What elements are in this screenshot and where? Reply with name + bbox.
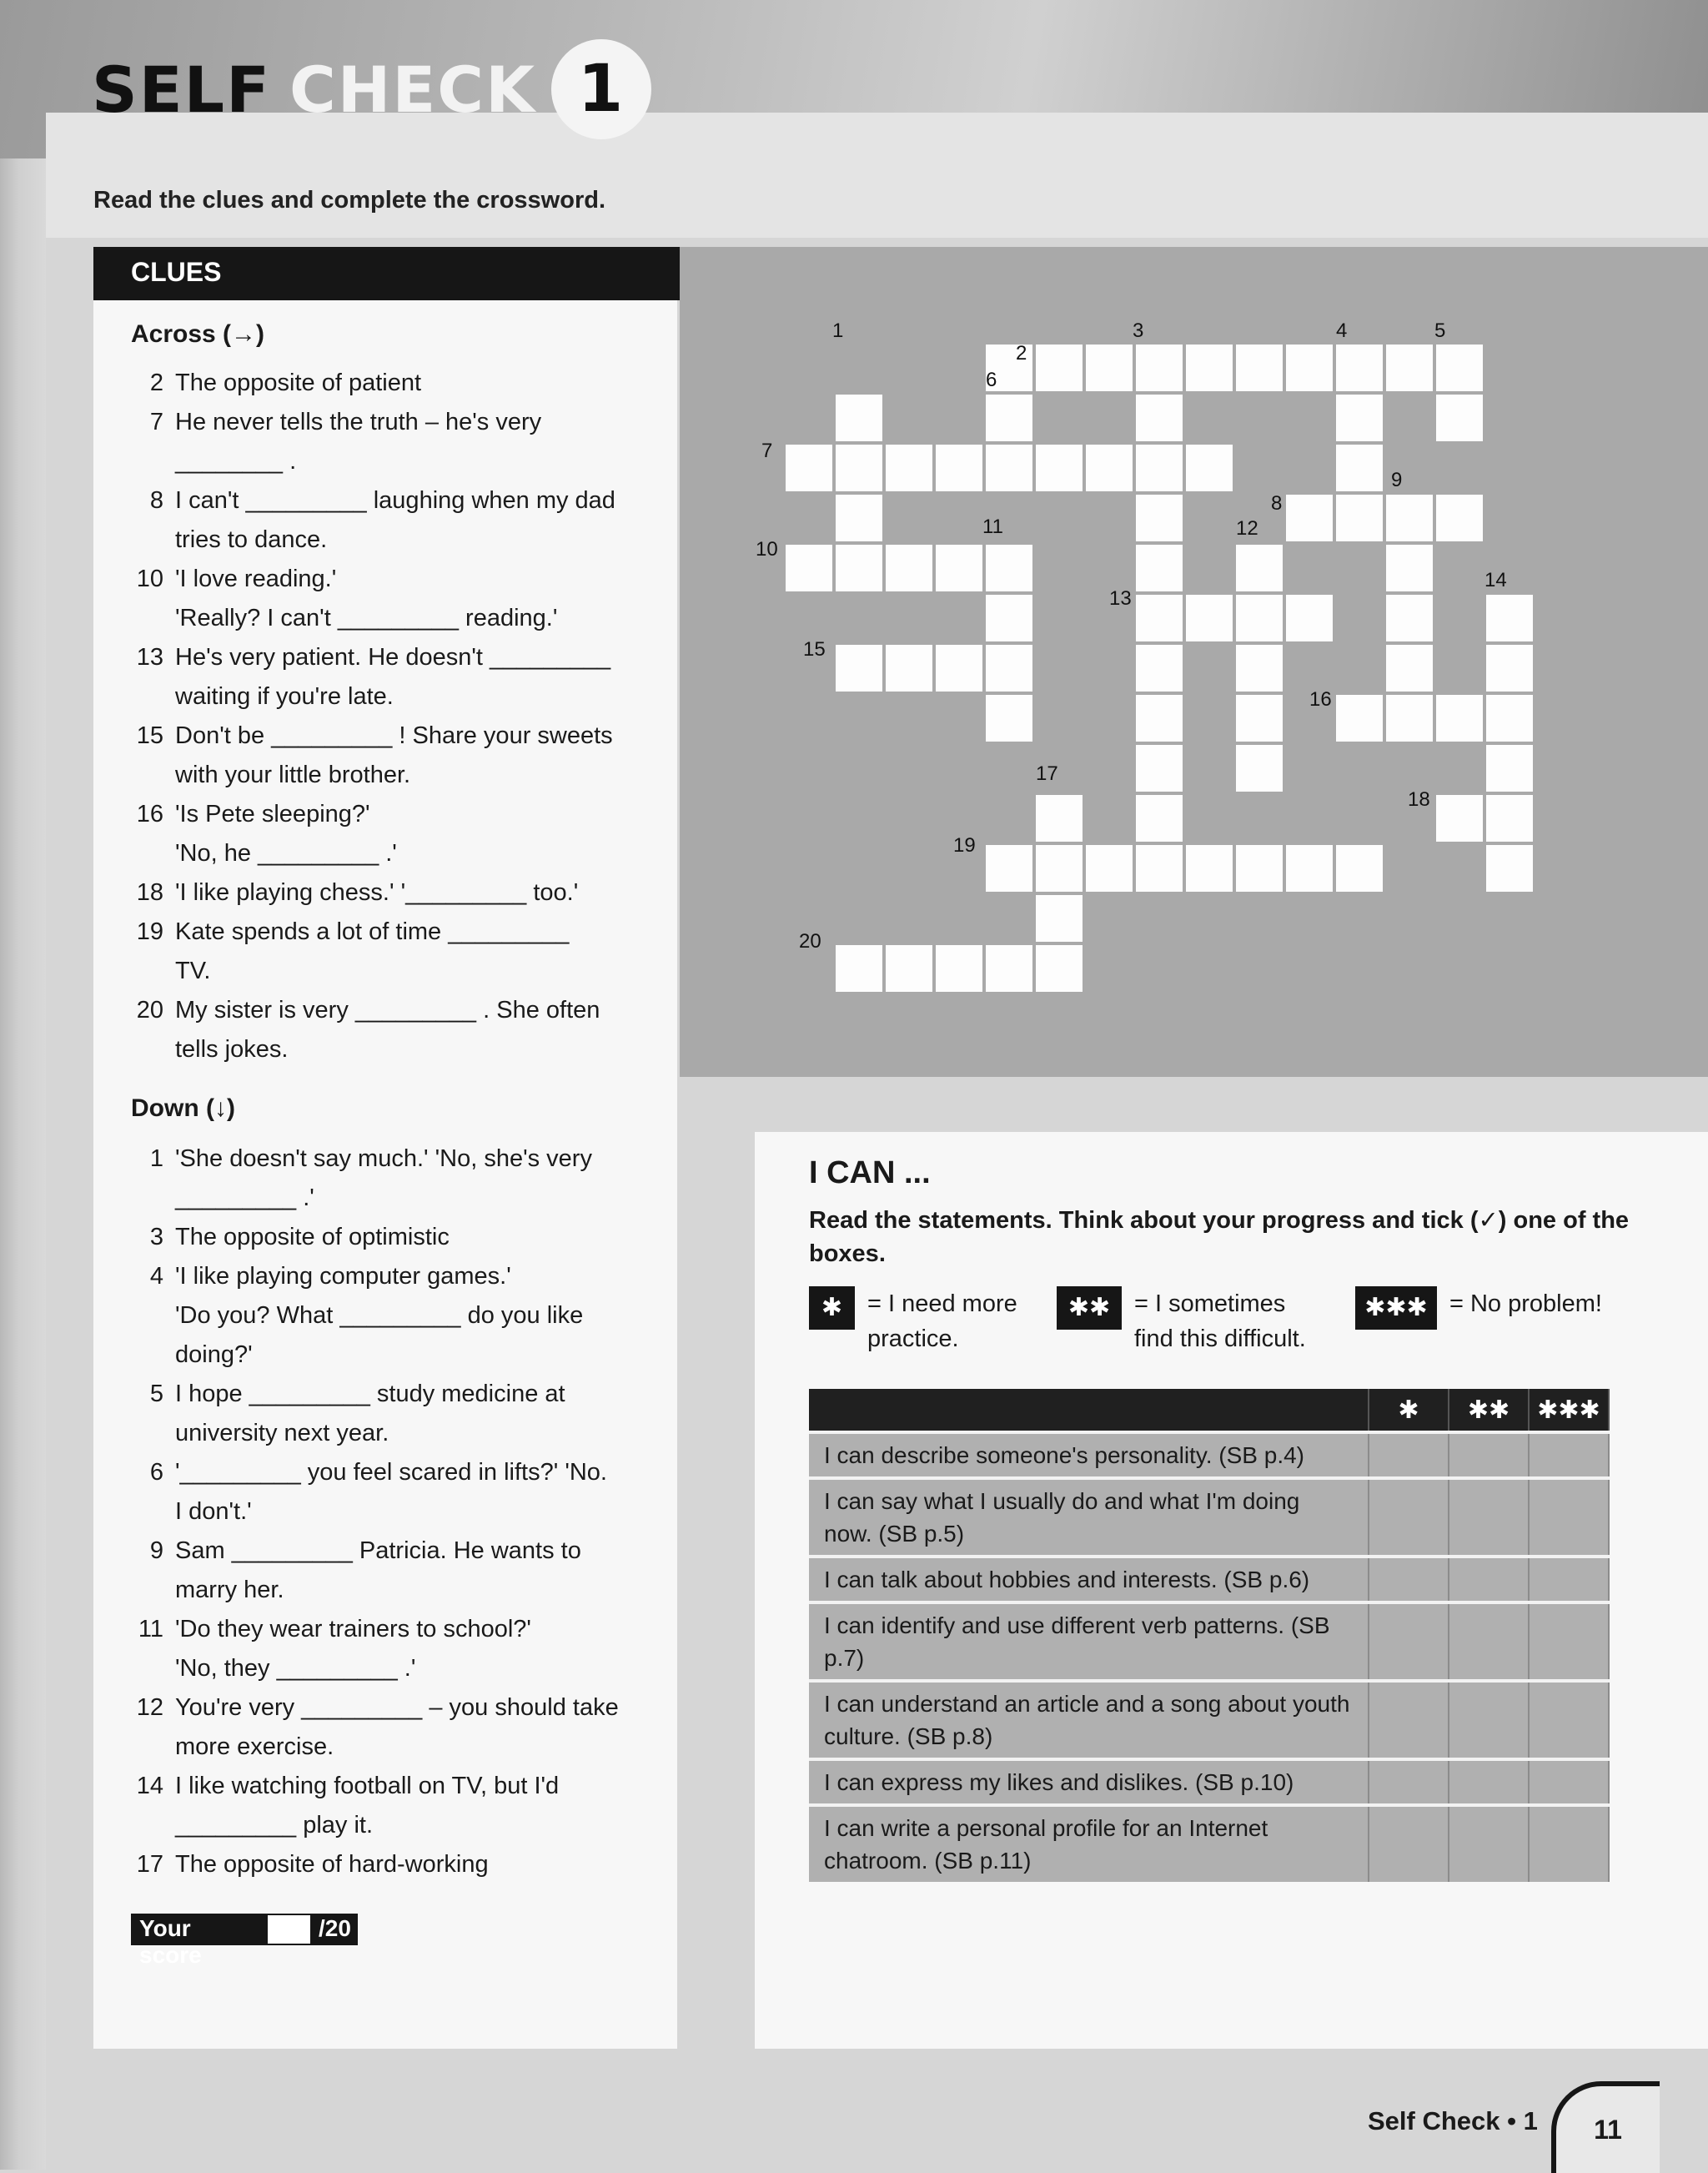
crossword-cell[interactable] [1136,495,1183,541]
tick-box-three-star[interactable] [1529,1759,1609,1805]
statement-text: I can describe someone's personality. (SB p.4) [809,1432,1369,1478]
clue-number: 13 [136,644,163,671]
clue-text: 'I love reading.' 'Really? I can't _________ reading.' [175,566,558,631]
crossword-cell[interactable] [1186,845,1233,892]
key-one-star-text: = I need more practice. [867,1290,1017,1352]
crossword-cell[interactable] [886,545,932,591]
clue-text: Kate spends a lot of time _________ TV. [175,918,570,984]
clue-text: My sister is very _________ . She often tells jokes. [175,997,600,1063]
progress-row [809,1432,1609,1478]
crossword-cell[interactable] [1486,595,1533,641]
two-star-icon: ✱✱ [1057,1286,1122,1330]
across-clue-20 [136,991,676,1069]
clue-number: 12 [136,1694,163,1721]
crossword-cell[interactable] [1136,845,1183,892]
crossword-number: 18 [1408,788,1430,811]
crossword-number: 4 [1336,319,1348,342]
crossword-number: 3 [1133,319,1144,342]
crossword-cell[interactable] [836,545,882,591]
one-star-icon: ✱ [809,1286,855,1330]
crossword-cell[interactable] [986,595,1032,641]
crossword-cell[interactable] [1436,695,1483,742]
progress-header-row [809,1389,1609,1432]
across-clue-7 [149,403,676,481]
crossword-cell[interactable] [886,945,932,992]
crossword-cell[interactable] [1236,345,1283,391]
tick-box-three-star[interactable] [1529,1602,1609,1681]
tick-box-two-star[interactable] [1449,1478,1529,1557]
crossword-cell[interactable] [1236,745,1283,792]
down-clue-9 [149,1532,676,1610]
clue-text: 'I like playing chess.' '_________ too.' [175,879,579,906]
crossword-cell[interactable] [1236,595,1283,641]
crossword-cell[interactable] [936,445,982,491]
tick-box-one-star[interactable] [1369,1478,1449,1557]
progress-table [809,1389,1610,1882]
progress-row [809,1557,1609,1602]
crossword-cell[interactable] [986,945,1032,992]
tick-box-two-star[interactable] [1449,1805,1529,1882]
crossword-number: 5 [1434,319,1446,342]
i-can-title: I CAN ... [809,1155,931,1190]
three-star-icon: ✱✱✱ [1355,1286,1437,1330]
clues-heading: CLUES [93,247,682,300]
progress-row [809,1805,1609,1882]
clue-text: 'Do they wear trainers to school?' 'No, they _________ .' [175,1616,531,1682]
crossword-number: 13 [1109,587,1132,610]
crossword-cell[interactable] [1236,695,1283,742]
clue-text: '_________ you feel scared in lifts?' 'No. I don't.' [175,1459,607,1525]
crossword-cell[interactable] [1136,345,1183,391]
clue-number: 9 [149,1537,163,1564]
crossword-cell[interactable] [1136,795,1183,842]
tick-box-three-star[interactable] [1529,1478,1609,1557]
crossword-number: 10 [756,538,778,561]
crossword-cell[interactable] [786,445,832,491]
across-clue-19 [136,913,676,991]
tick-box-one-star[interactable] [1369,1805,1449,1882]
header-one-star: ✱ [1369,1389,1449,1432]
crossword-cell[interactable] [1186,595,1233,641]
crossword-cell[interactable] [1086,445,1133,491]
crossword-cell[interactable] [936,545,982,591]
crossword-cell[interactable] [936,945,982,992]
crossword-cell[interactable] [1136,745,1183,792]
tick-box-two-star[interactable] [1449,1681,1529,1759]
crossword-number: 11 [982,516,1003,538]
crossword-cell[interactable] [1036,345,1083,391]
down-clue-5 [149,1375,676,1453]
clue-number: 5 [149,1381,163,1407]
crossword-number: 2 [1016,342,1027,365]
down-clue-14 [136,1767,676,1845]
crossword-cell[interactable] [836,945,882,992]
clue-number: 7 [149,409,163,435]
across-clue-2 [149,364,676,403]
crossword-cell[interactable] [1486,645,1533,692]
crossword-cell[interactable] [1336,345,1383,391]
crossword-number: 17 [1036,762,1058,785]
crossword-cell[interactable] [1036,795,1083,842]
crossword-cell[interactable] [836,645,882,692]
crossword-cell[interactable] [986,695,1032,742]
crossword-cell[interactable] [1036,845,1083,892]
across-clue-8 [149,481,676,560]
crossword-cell[interactable] [1236,545,1283,591]
score-total: /20 [312,1914,358,1945]
crossword-cell[interactable] [1486,845,1533,892]
clue-number: 6 [149,1459,163,1486]
crossword-cell[interactable] [1386,545,1433,591]
key-two-star-text: = I sometimes find this difficult. [1134,1290,1306,1352]
tick-box-one-star[interactable] [1369,1602,1449,1681]
crossword-cell[interactable] [1286,495,1333,541]
clue-text: The opposite of patient [175,370,422,396]
clue-number: 11 [138,1616,163,1642]
crossword-cell[interactable] [986,845,1032,892]
crossword-number: 15 [803,638,826,661]
clue-text: 'She doesn't say much.' 'No, she's very _________ .' [175,1145,592,1211]
across-heading: Across (→) [131,320,265,348]
crossword-cell[interactable] [836,495,882,541]
clue-number: 14 [136,1773,163,1799]
crossword-cell[interactable] [1086,345,1133,391]
clue-number: 19 [136,918,163,945]
crossword-cell[interactable] [1136,645,1183,692]
crossword-cell[interactable] [1336,445,1383,491]
crossword-cell[interactable] [1436,795,1483,842]
crossword-cell[interactable] [786,545,832,591]
crossword-cell[interactable] [1136,595,1183,641]
instruction-text: Read the clues and complete the crossword. [93,187,605,214]
clue-number: 16 [136,801,163,827]
statement-text: I can talk about hobbies and interests. (SB p.6) [809,1557,1369,1602]
key-three-star-text: = No problem! [1449,1290,1602,1317]
tick-box-two-star[interactable] [1449,1602,1529,1681]
tick-box-two-star[interactable] [1449,1557,1529,1602]
crossword-number: 19 [953,834,976,857]
crossword-number: 9 [1391,469,1403,491]
i-can-instruction: Read the statements. Think about your progress and tick (✓) one of the boxes. [809,1207,1630,1267]
clue-text: The opposite of hard-working [175,1851,489,1878]
progress-row [809,1681,1609,1759]
down-clue-11 [138,1610,676,1688]
clue-text: The opposite of optimistic [175,1224,450,1250]
crossword-cell[interactable] [1336,495,1383,541]
crossword-cell[interactable] [1286,345,1333,391]
crossword-cell[interactable] [1186,345,1233,391]
tick-box-one-star[interactable] [1369,1759,1449,1805]
tick-box-one-star[interactable] [1369,1557,1449,1602]
clue-number: 15 [136,722,163,749]
crossword-cell[interactable] [886,445,932,491]
clue-text: Don't be _________ ! Share your sweets with your little brother. [175,722,613,788]
crossword-cell[interactable] [986,645,1032,692]
clue-number: 1 [149,1145,163,1172]
crossword-cell[interactable] [1386,595,1433,641]
tick-box-two-star[interactable] [1449,1759,1529,1805]
clue-number: 8 [149,487,163,514]
title-part2: CHECK [289,52,536,127]
statement-text: I can express my likes and dislikes. (SB p.10) [809,1759,1369,1805]
page-number: 11 [1551,2081,1660,2173]
tick-box-one-star[interactable] [1369,1432,1449,1478]
key-three-star [1355,1286,1602,1330]
clue-number: 10 [136,566,163,592]
crossword-cell[interactable] [986,395,1032,441]
crossword-cell[interactable] [1386,695,1433,742]
across-clue-13 [136,638,676,717]
title-number-badge: 1 [551,39,651,139]
clue-number: 4 [149,1263,163,1290]
progress-row [809,1759,1609,1805]
crossword-number: 12 [1236,517,1258,540]
page-title [92,43,651,135]
crossword-cell[interactable] [1136,445,1183,491]
title-part1: SELF [92,52,271,127]
crossword-cell[interactable] [1086,845,1133,892]
crossword-cell[interactable] [1336,845,1383,892]
clue-number: 20 [136,997,163,1024]
crossword-cell[interactable] [1036,945,1083,992]
tick-box-three-star[interactable] [1529,1557,1609,1602]
crossword-cell[interactable] [1186,445,1233,491]
crossword-cell[interactable] [986,445,1032,491]
crossword-cell[interactable] [1486,745,1533,792]
down-heading: Down (↓) [131,1094,235,1122]
crossword-cell[interactable] [1136,395,1183,441]
clue-text: 'I like playing computer games.' 'Do you? What _________ do you like doing?' [175,1263,584,1368]
key-two-star [1057,1286,1306,1356]
crossword-number: 8 [1271,492,1283,515]
clue-number: 3 [149,1224,163,1250]
clue-number: 17 [136,1851,163,1878]
down-clue-6 [149,1453,676,1532]
clue-number: 2 [149,370,163,396]
clue-text: 'Is Pete sleeping?' 'No, he _________ .' [175,801,397,867]
crossword-cell[interactable] [986,545,1032,591]
crossword-number: 20 [799,930,821,953]
crossword-cell[interactable] [1486,695,1533,742]
progress-row [809,1602,1609,1681]
across-clue-18 [136,873,676,913]
down-clue-17 [136,1845,676,1884]
crossword-number: 7 [761,440,773,462]
statement-text: I can say what I usually do and what I'm doing now. (SB p.5) [809,1478,1369,1557]
crossword-cell[interactable] [1436,495,1483,541]
crossword-cell[interactable] [1286,845,1333,892]
across-clue-16 [136,795,676,873]
crossword-number: 6 [986,369,997,391]
tick-box-three-star[interactable] [1529,1432,1609,1478]
crossword-cell[interactable] [1236,645,1283,692]
crossword-number: 1 [832,319,844,342]
score-input[interactable] [266,1914,312,1945]
statement-text: I can understand an article and a song about youth culture. (SB p.8) [809,1681,1369,1759]
crossword-cell[interactable] [1386,645,1433,692]
across-clue-10 [136,560,676,638]
statement-text: I can identify and use different verb patterns. (SB p.7) [809,1602,1369,1681]
header-three-star: ✱✱✱ [1529,1389,1609,1432]
i-can-panel [755,1132,1708,2049]
header-statement [809,1389,1369,1432]
crossword-cell[interactable] [1136,545,1183,591]
crossword-cell[interactable] [1386,495,1433,541]
crossword-cell[interactable] [1436,345,1483,391]
crossword-cell[interactable] [886,645,932,692]
clue-text: He never tells the truth – he's very ________ . [175,409,542,475]
crossword-cell[interactable] [1336,695,1383,742]
score-label: Your score [131,1914,266,1945]
crossword-cell[interactable] [1036,895,1083,942]
crossword-cell[interactable] [1286,595,1333,641]
crossword-cell[interactable] [1036,445,1083,491]
tick-box-three-star[interactable] [1529,1681,1609,1759]
clue-text: You're very _________ – you should take more exercise. [175,1694,619,1760]
crossword-number: 14 [1484,569,1507,591]
tick-box-one-star[interactable] [1369,1681,1449,1759]
footer-label: Self Check • 1 [1368,2106,1538,2135]
tick-box-two-star[interactable] [1449,1432,1529,1478]
clues-panel [93,247,677,2049]
clue-text: I can't _________ laughing when my dad tries to dance. [175,487,615,553]
tick-box-three-star[interactable] [1529,1805,1609,1882]
crossword-number: 16 [1309,688,1332,711]
crossword-cell[interactable] [936,645,982,692]
crossword-cell[interactable] [836,445,882,491]
crossword-cell[interactable] [1336,395,1383,441]
progress-row [809,1478,1609,1557]
crossword-cell[interactable] [1236,845,1283,892]
crossword-cell[interactable] [1436,395,1483,441]
down-clue-4 [149,1257,676,1375]
header-two-star: ✱✱ [1449,1389,1529,1432]
across-clue-15 [136,717,676,795]
crossword-cell[interactable] [1486,795,1533,842]
down-clue-3 [149,1218,676,1257]
score-box [131,1914,358,1968]
crossword-cell[interactable] [1136,695,1183,742]
clue-text: He's very patient. He doesn't _________ waiting if you're late. [175,644,611,710]
crossword-cell[interactable] [1386,345,1433,391]
clue-text: Sam _________ Patricia. He wants to marry her. [175,1537,581,1603]
key-one-star [809,1286,1017,1356]
clue-number: 18 [136,879,163,906]
crossword-cell[interactable] [836,395,882,441]
down-clue-12 [136,1688,676,1767]
clue-text: I like watching football on TV, but I'd _________ play it. [175,1773,560,1838]
down-clue-1 [149,1139,676,1218]
page-edge-shadow [0,0,46,2170]
clue-text: I hope _________ study medicine at university next year. [175,1381,565,1446]
statement-text: I can write a personal profile for an Internet chatroom. (SB p.11) [809,1805,1369,1882]
